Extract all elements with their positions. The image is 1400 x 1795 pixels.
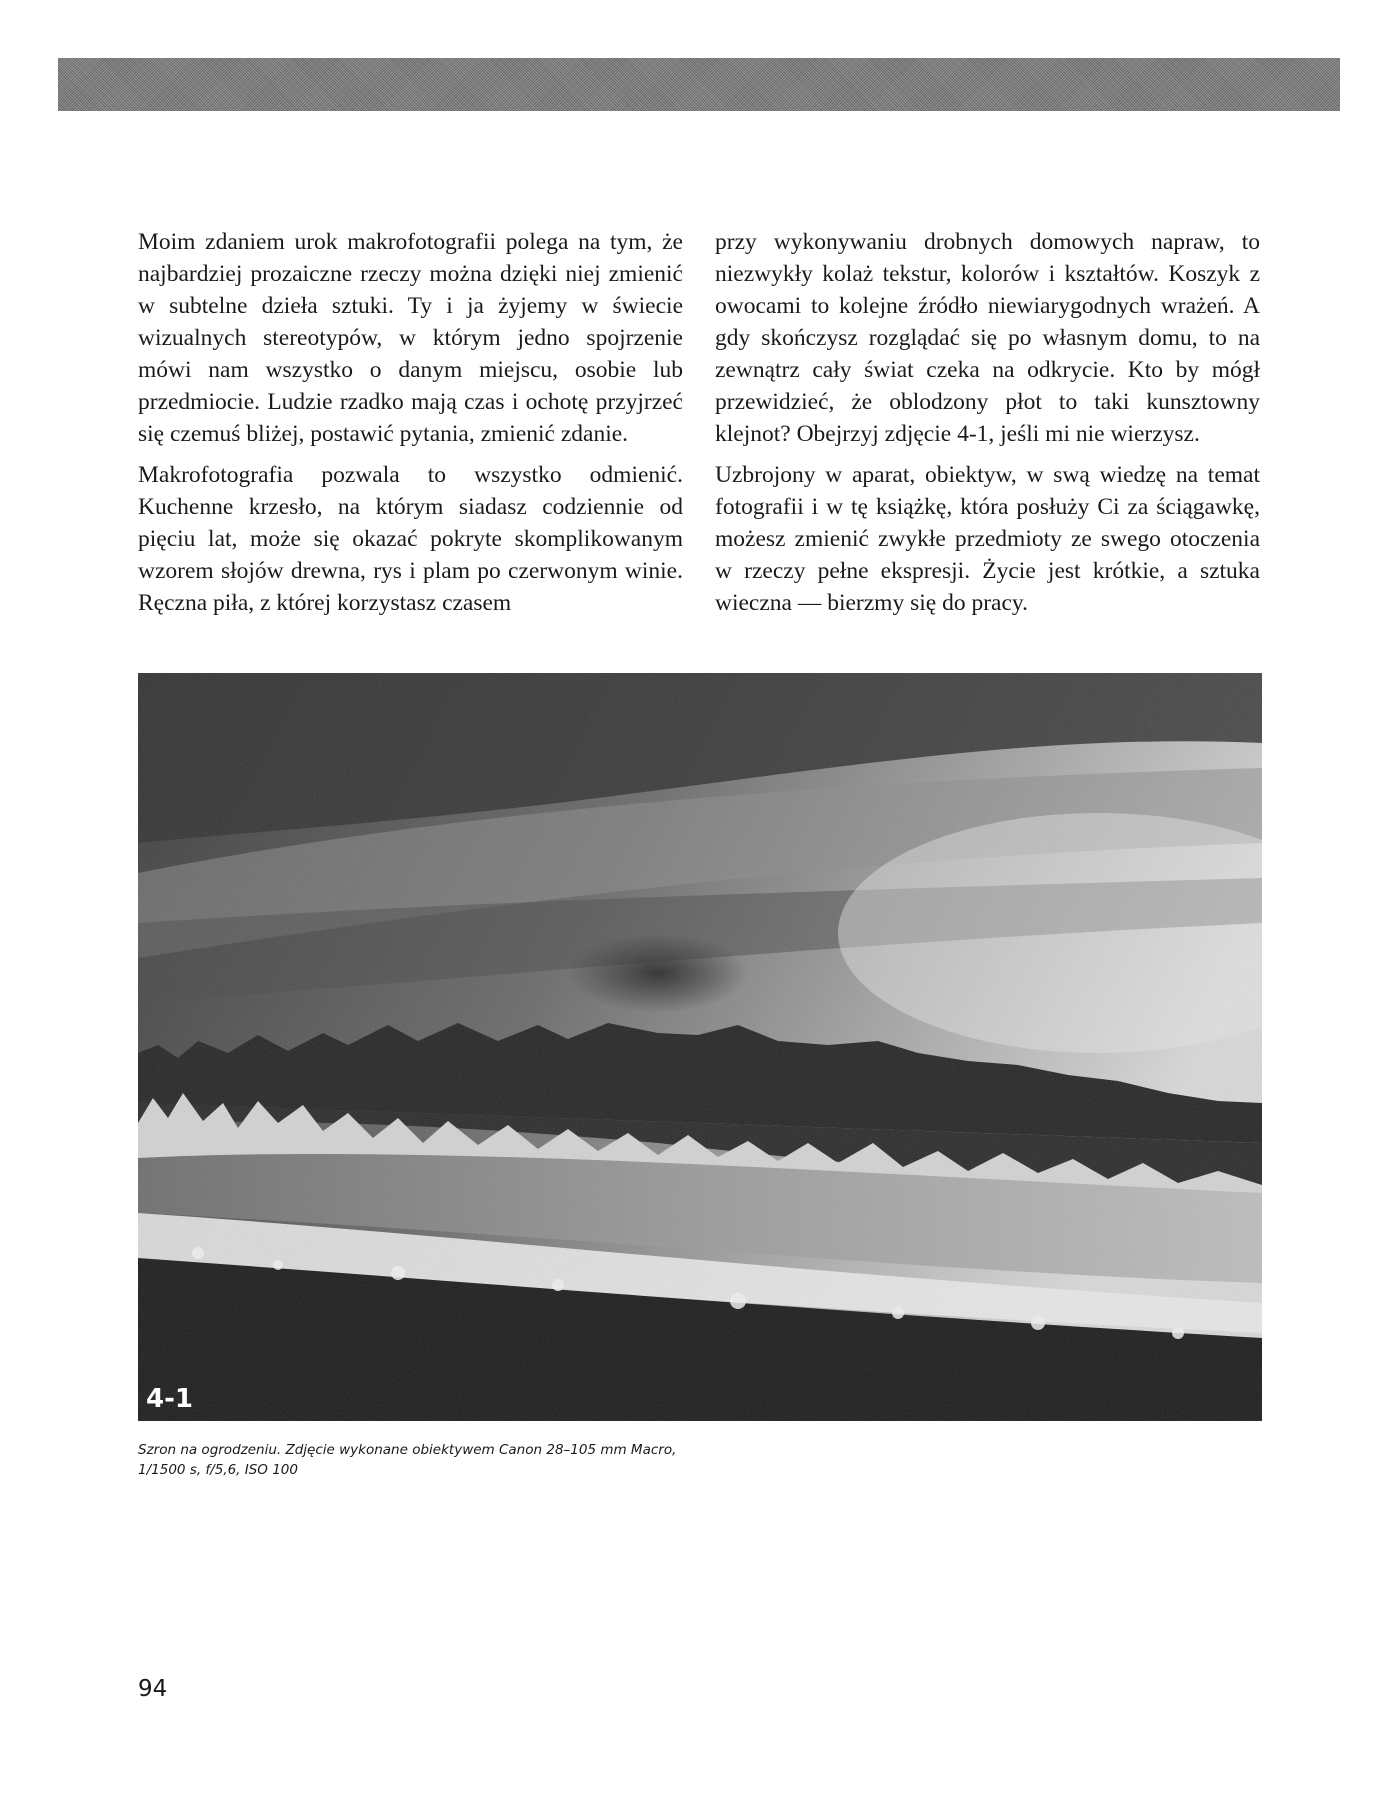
column-left xyxy=(138,226,683,628)
figure-photo xyxy=(138,673,1262,1421)
page-number: 94 xyxy=(138,1676,168,1702)
frost-fence-image xyxy=(138,673,1262,1421)
column-right xyxy=(715,226,1260,628)
paragraph: Makrofotografia pozwala to wszystko odmienić. Kuchenne krzesło, na którym siadasz codziennie od pięciu lat, może się okazać pokryte skomplikowanym wzorem słojów drewna, rys i plam po czerwonym winie. Ręczna piła, z której korzystasz czasem xyxy=(138,462,683,616)
paragraph: Moim zdaniem urok makrofotografii polega na tym, że najbardziej prozaiczne rzeczy można dzięki niej zmienić w subtelne dzieła sztuki. Ty i ja żyjemy w świecie wizualnych stereotypów, w którym jedno spojrzenie mówi nam wszystko o danym miejscu, osobie lub przedmiocie. Ludzie rzadko mają czas i ochotę przyjrzeć się czemuś bliżej, postawić pytania, zmienić zdanie. xyxy=(138,229,683,447)
caption-line: 1/1500 s, f/5,6, ISO 100 xyxy=(138,1462,298,1478)
paragraph: Uzbrojony w aparat, obiektyw, w swą wiedzę na temat fotografii i w tę książkę, która posłuży Ci za ściągawkę, możesz zmienić zwykłe przedmioty ze swego otoczenia w rzeczy pełne ekspresji. Życie jest krótkie, a sztuka wieczna — bierzmy się do pracy. xyxy=(715,462,1260,616)
caption-line: Szron na ogrodzeniu. Zdjęcie wykonane obiektywem Canon 28–105 mm Macro, xyxy=(138,1442,677,1458)
paragraph: przy wykonywaniu drobnych domowych napraw, to niezwykły kolaż tekstur, kolorów i kształtów. Koszyk z owocami to kolejne źródło niewiarygodnych wrażeń. A gdy skończysz rozglądać się po własnym domu, to na zewnątrz cały świat czeka na odkrycie. Kto by mógł przewidzieć, że oblodzony płot to taki kunsztowny klejnot? Obejrzyj zdjęcie 4-1, jeśli mi nie wierzysz. xyxy=(715,229,1260,447)
figure-label: 4-1 xyxy=(146,1384,193,1414)
text-columns xyxy=(138,226,1260,628)
header-bar xyxy=(58,58,1340,111)
figure-caption xyxy=(138,1440,758,1480)
